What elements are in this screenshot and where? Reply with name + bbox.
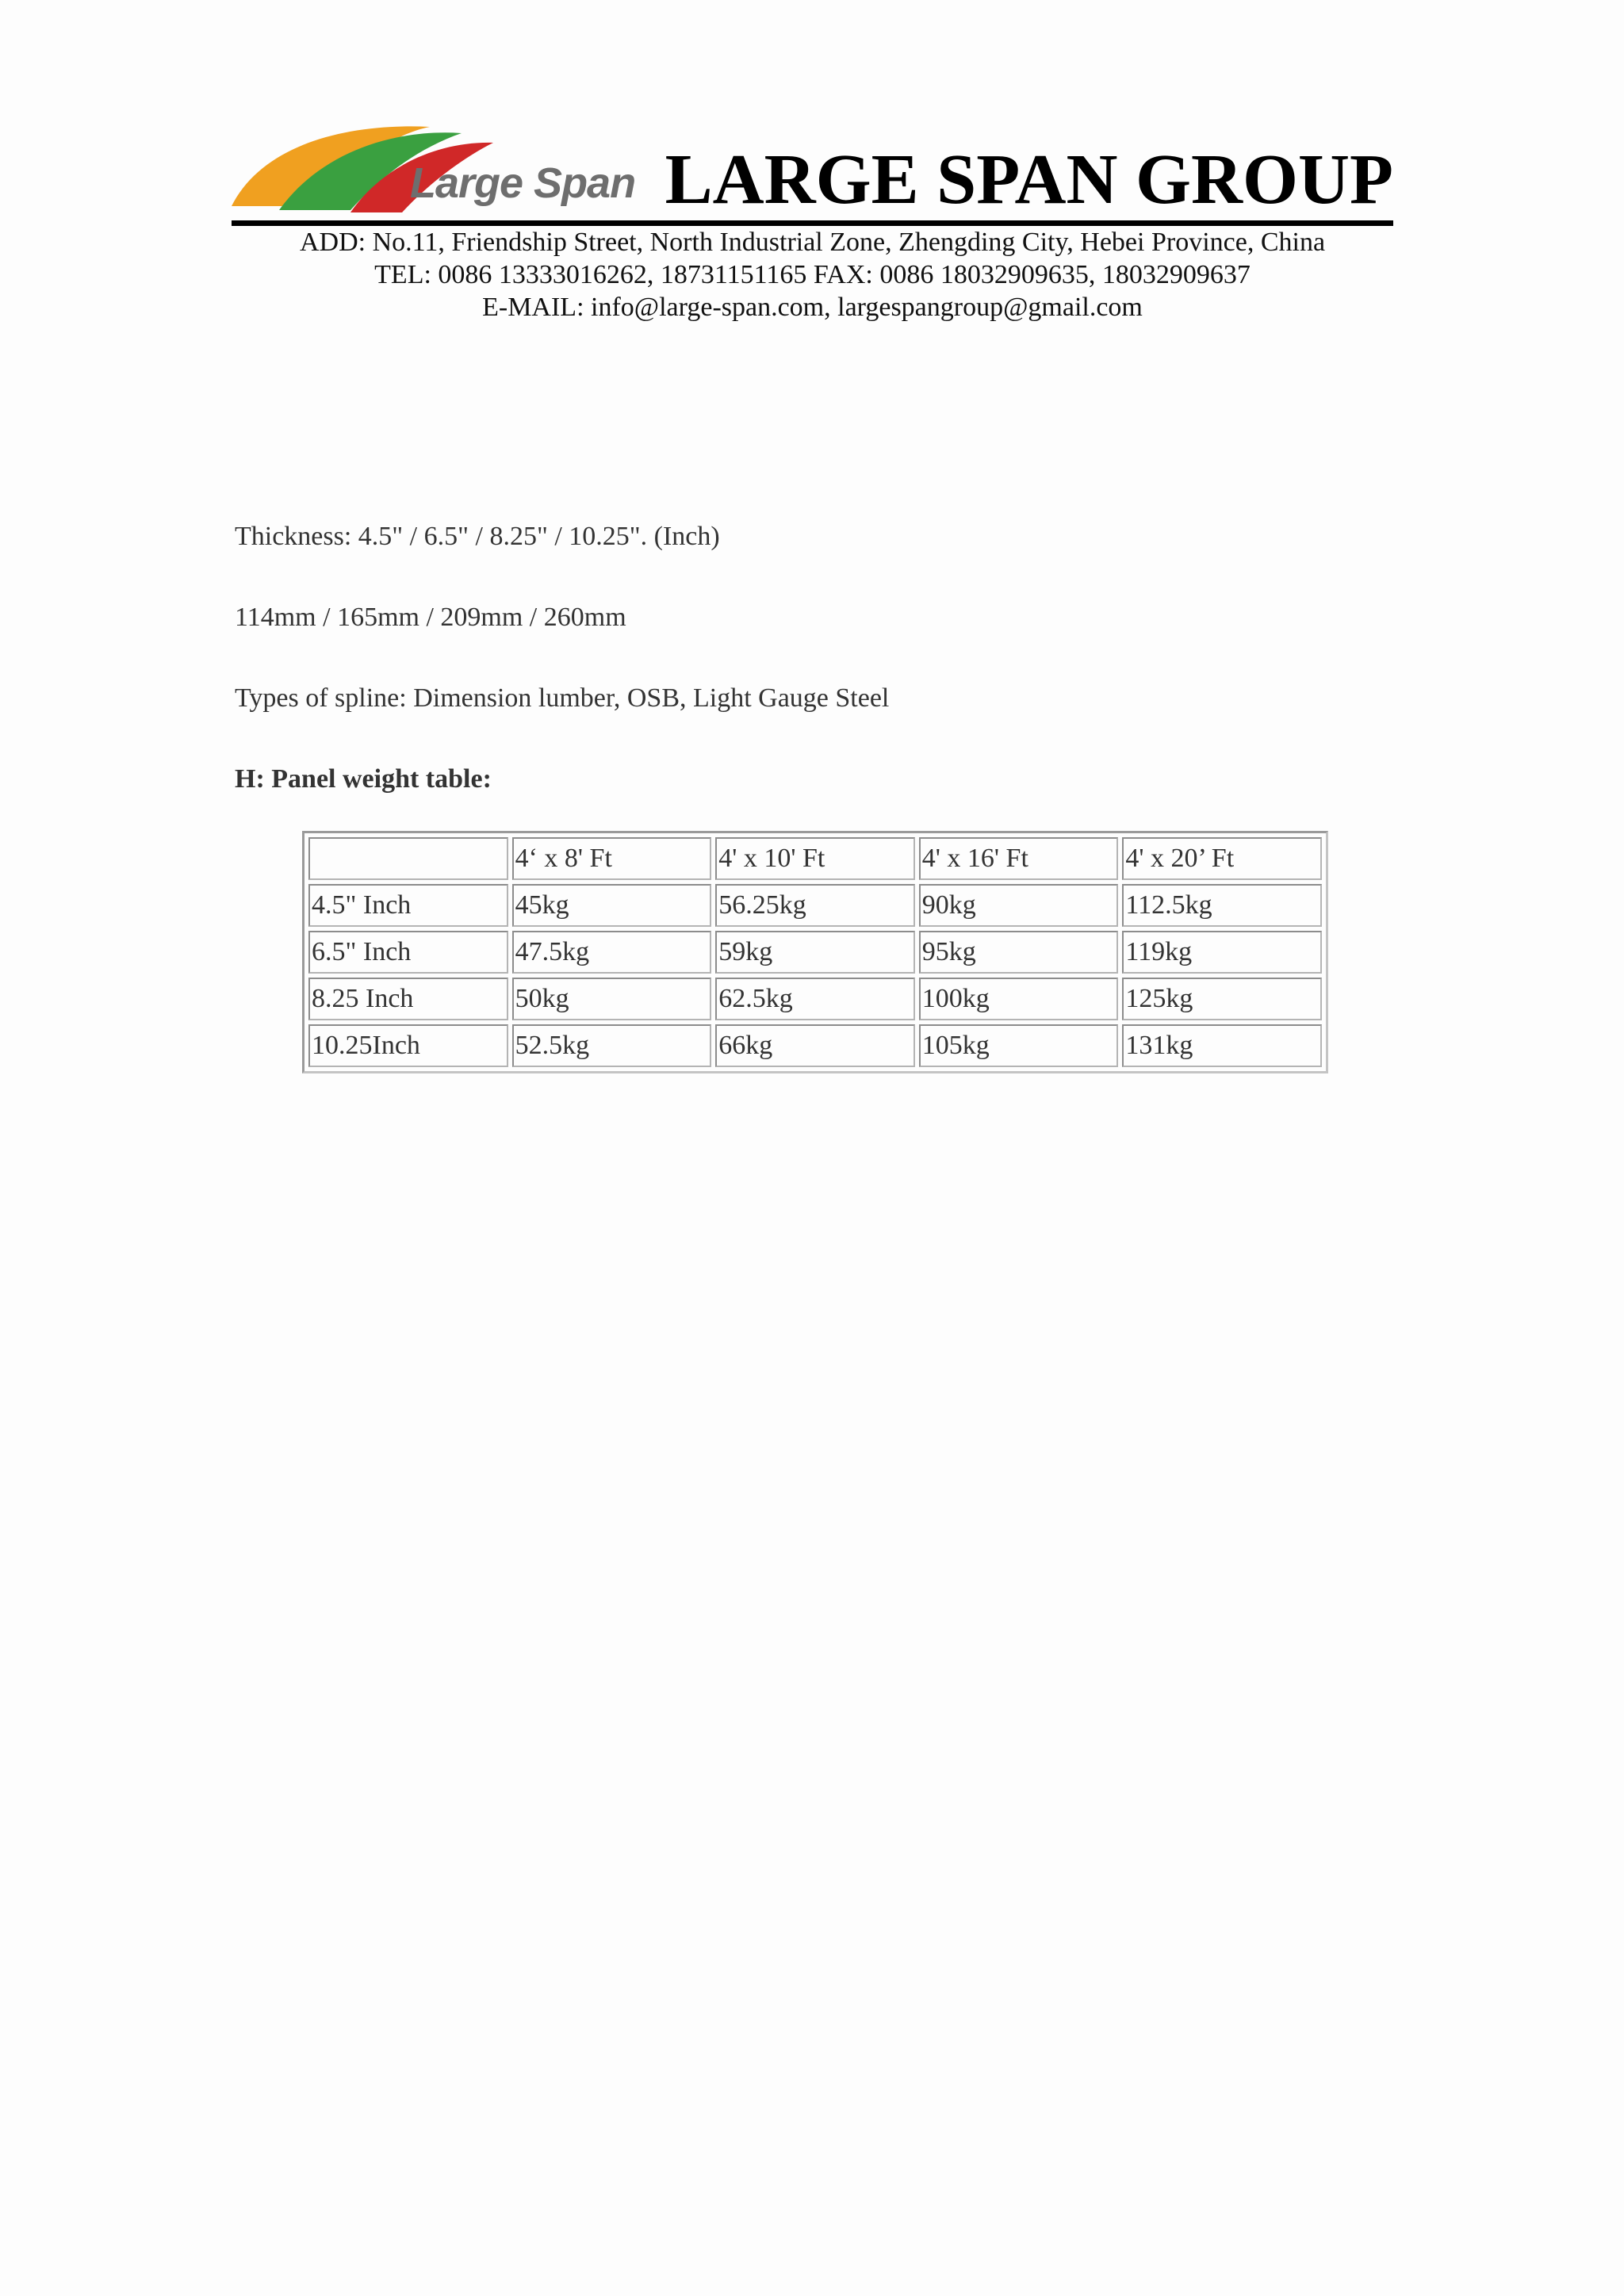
thickness-mm-text: 114mm / 165mm / 209mm / 260mm <box>235 603 626 632</box>
table-cell: 119kg <box>1122 931 1322 974</box>
table-cell: 56.25kg <box>715 884 915 927</box>
table-cell: 131kg <box>1122 1024 1322 1067</box>
header-cell: 4' x 10' Ft <box>715 837 915 880</box>
header-cell: 4‘ x 8' Ft <box>512 837 712 880</box>
contact-info <box>232 226 1393 323</box>
thickness-inch-text: Thickness: 4.5" / 6.5" / 8.25" / 10.25". (Inch) <box>235 522 720 551</box>
table-heading: H: Panel weight table: <box>235 764 492 794</box>
email-line: E-MAIL: info@large-span.com, largespangroup@gmail.com <box>482 293 1143 322</box>
table-cell: 47.5kg <box>512 931 712 974</box>
table-cell: 90kg <box>919 884 1119 927</box>
spline-types-text: Types of spline: Dimension lumber, OSB, Light Gauge Steel <box>235 683 890 713</box>
table-row <box>308 931 1322 974</box>
logo-text: Large Span <box>410 159 636 207</box>
table-cell: 52.5kg <box>512 1024 712 1067</box>
address-line: ADD: No.11, Friendship Street, North Industrial Zone, Zhengding City, Hebei Province, China <box>299 228 1326 257</box>
table-cell: 105kg <box>919 1024 1119 1067</box>
table-cell: 59kg <box>715 931 915 974</box>
header-cell: 4' x 20’ Ft <box>1122 837 1322 880</box>
letterhead <box>232 119 1393 230</box>
panel-weight-table <box>302 831 1328 1073</box>
table-cell: 125kg <box>1122 978 1322 1020</box>
row-label-cell: 8.25 Inch <box>308 978 508 1020</box>
phone-line: TEL: 0086 13333016262, 18731151165 FAX: 0086 18032909635, 18032909637 <box>374 260 1251 289</box>
table-cell: 62.5kg <box>715 978 915 1020</box>
row-label-cell: 10.25Inch <box>308 1024 508 1067</box>
table-cell: 45kg <box>512 884 712 927</box>
table-header-row <box>308 837 1322 880</box>
table-row <box>308 1024 1322 1067</box>
table-row <box>308 978 1322 1020</box>
table-cell: 50kg <box>512 978 712 1020</box>
table-cell: 100kg <box>919 978 1119 1020</box>
company-logo <box>232 119 644 218</box>
table-row <box>308 884 1322 927</box>
row-label-cell: 6.5" Inch <box>308 931 508 974</box>
header-divider <box>232 220 1393 226</box>
header-cell <box>308 837 508 880</box>
row-label-cell: 4.5" Inch <box>308 884 508 927</box>
company-name: LARGE SPAN GROUP <box>665 140 1393 219</box>
table-cell: 66kg <box>715 1024 915 1067</box>
table-cell: 95kg <box>919 931 1119 974</box>
table-cell: 112.5kg <box>1122 884 1322 927</box>
header-cell: 4' x 16' Ft <box>919 837 1119 880</box>
